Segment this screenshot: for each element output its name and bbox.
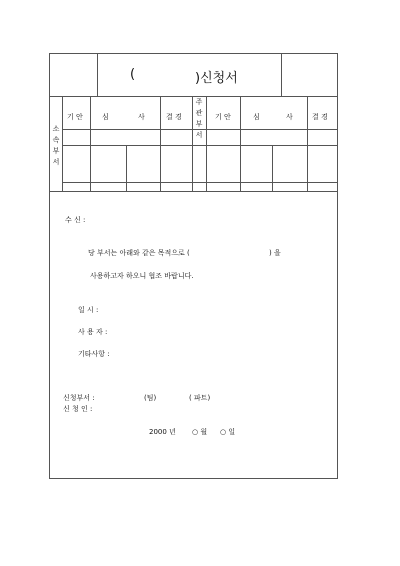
header-decision-right: 결 경 (312, 113, 328, 121)
purpose-line-suffix: ) 을 (269, 249, 281, 257)
header-draft: 기 안 (67, 113, 83, 121)
form-title: )신청서 (195, 71, 238, 86)
other-label: 기타사항 : (78, 350, 110, 358)
approval-mid-line (62, 145, 337, 146)
title-left-divider (97, 54, 98, 96)
approval-header-line (62, 129, 337, 130)
part-label: ( 파트) (189, 394, 211, 402)
application-form: ( )신청서 소 속 부 서 주 관 부 서 기 안 심 사 결 경 기 안 심 사 결 경 수 신 : 당 부서는 아래와 같은 목적으로 ( ) 을 사용하고자 하오니 협조 바랍니다. 일 시 : 사 용 자 : 기타사항 : 신청부서 : (팀) ( 파트) 신 청 인 : 2000 년 ○ 월 ○ 일 (49, 53, 338, 479)
col-line (192, 96, 193, 191)
col-line (90, 96, 91, 191)
header-draft-right: 기 안 (215, 113, 231, 121)
header-decision: 결 경 (166, 113, 182, 121)
header-review-1: 심 (102, 113, 109, 121)
col-line (272, 145, 273, 191)
recipient-label: 수 신 : (65, 216, 86, 224)
col-line (240, 96, 241, 191)
col-line (126, 145, 127, 191)
date-year: 2000 년 (149, 428, 176, 436)
col-line (206, 96, 207, 191)
team-label: (팀) (144, 394, 157, 402)
approval-bottom-line (50, 191, 337, 192)
dept-label: 신청부서 : (63, 394, 95, 402)
col-line (62, 96, 63, 191)
purpose-line-prefix: 당 부서는 아래와 같은 목적으로 ( (88, 249, 190, 257)
date-day: ○ 일 (220, 428, 236, 436)
header-review-right-1: 심 (253, 113, 260, 121)
applicant-label: 신 청 인 : (63, 405, 93, 413)
approval-lower-line (62, 182, 337, 183)
date-month: ○ 월 (192, 428, 208, 436)
title-open-paren: ( (130, 67, 136, 82)
title-right-divider (281, 54, 282, 96)
header-review-right-2: 사 (286, 113, 293, 121)
col-line (307, 96, 308, 191)
date-label: 일 시 : (78, 306, 99, 314)
col-line (160, 96, 161, 191)
cooperation-line: 사용하고자 하오니 협조 바랍니다. (90, 272, 194, 280)
title-bottom-line (50, 96, 337, 97)
header-review-2: 사 (138, 113, 145, 121)
user-label: 사 용 자 : (78, 328, 108, 336)
